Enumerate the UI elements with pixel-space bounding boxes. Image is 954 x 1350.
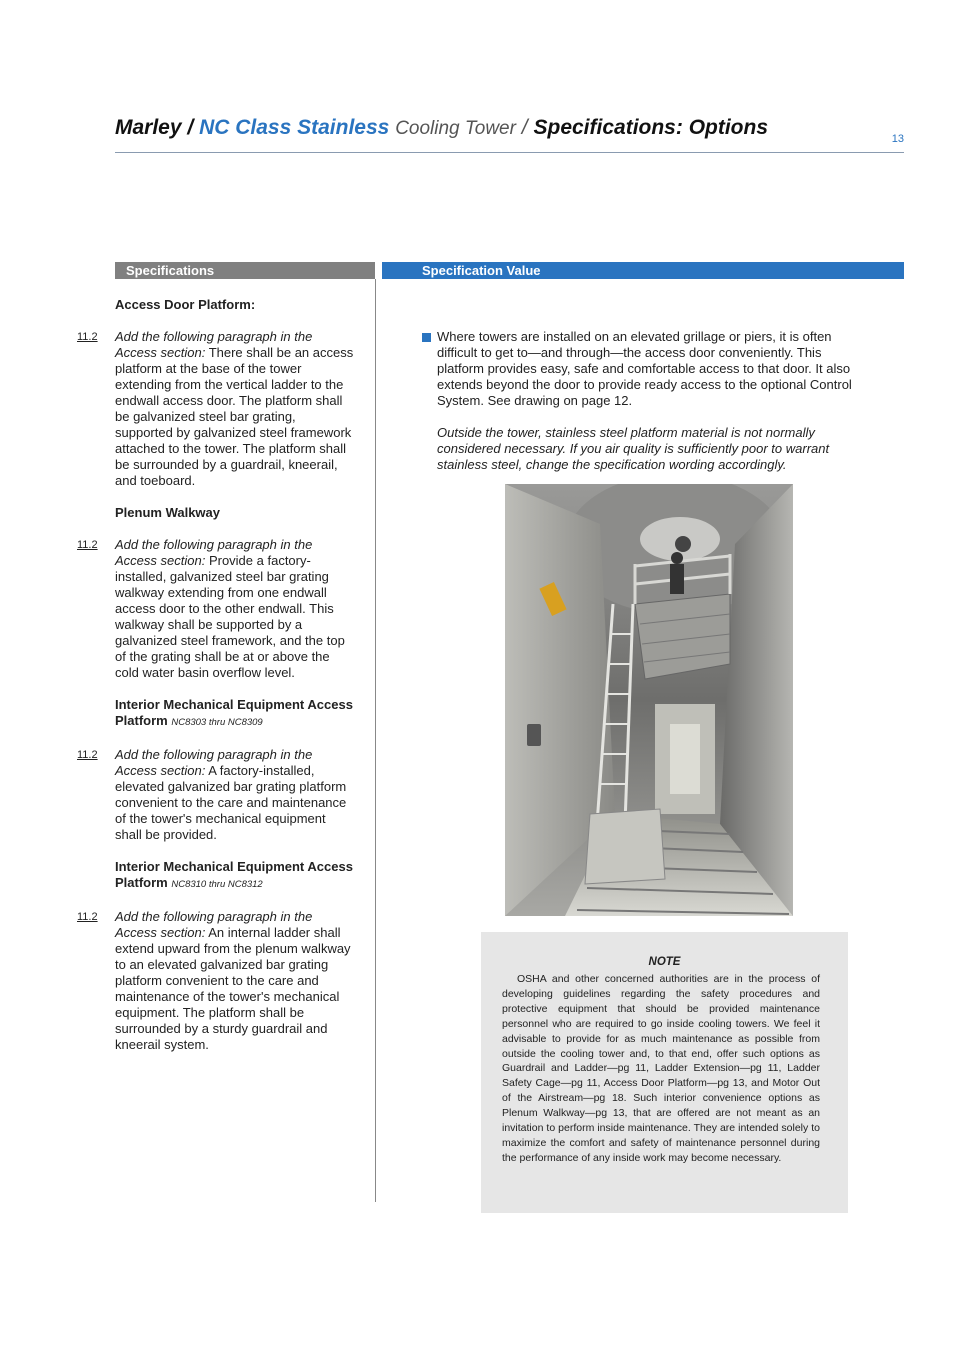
spec-number: 11.2	[77, 749, 98, 761]
spec-lead: Add the following paragraph in the Access section:	[115, 537, 313, 568]
specifications-column-header: Specifications	[115, 262, 375, 279]
section-title-text: Access Door Platform:	[115, 297, 256, 312]
specification-value-column	[422, 329, 867, 473]
note-body: OSHA and other concerned authorities are in the process of developing guidelines regarding the safety procedures and protective equipment that should be provided maintenance personnel who are required to go inside cooling towers. We feel it advisable to provide for as much maintenance as possible from outside the cooling tower and, to that end, offer such options as Guardrail and Ladder—pg 11, Ladder Extension—pg 11, Ladder Safety Cage—pg 11, Access Door Platform—pg 13, and Motor Out of the Airstream—pg 18. Such interior convenience options as Plenum Walkway—pg 13, that are offered are not meant as an invitation to perform inside maintenance. They are intended solely to maximize the comfort and safety of maintenance personnel during the performance of any inside work may become necessary.	[502, 973, 820, 1164]
spec-paragraph	[77, 329, 355, 489]
section-name: Specifications: Options	[533, 116, 769, 139]
specifications-column	[77, 297, 355, 1069]
spec-lead: Add the following paragraph in the Access section:	[115, 329, 313, 360]
spec-number: 11.2	[77, 331, 98, 343]
title-separator: /	[521, 116, 528, 139]
spec-number: 11.2	[77, 911, 98, 923]
product-name: NC Class Stainless	[199, 116, 390, 139]
section-title-text: Interior Mechanical Equipment Access Platform	[115, 697, 353, 728]
page-header	[115, 114, 904, 153]
spec-number: 11.2	[77, 539, 98, 551]
section-title	[115, 297, 355, 313]
spec-paragraph	[77, 909, 355, 1053]
spec-paragraph	[77, 747, 355, 843]
section-title	[115, 697, 355, 731]
section-title-text: Interior Mechanical Equipment Access Platform	[115, 859, 353, 890]
page-title	[115, 116, 768, 140]
section-title	[115, 505, 355, 521]
spec-lead: Add the following paragraph in the Access section:	[115, 747, 313, 778]
spec-body: Provide a factory-installed, galvanized steel bar grating walkway extending from one endwall access door to the other endwall. This walkway shall be supported by a galvanized steel framework, and the top of the grating shall be at or above the cold water basin overflow level.	[115, 553, 345, 680]
section-title-text: Plenum Walkway	[115, 505, 220, 520]
page-number: 13	[891, 133, 904, 145]
column-divider	[375, 279, 376, 1202]
value-paragraph: Where towers are installed on an elevated grillage or piers, it is often difficult to get to—and through—the access door conveniently. This platform provides easy, safe and comfortable access to that door. It also extends beyond the door to provide ready access to the optional Control System. See drawing on page 12.	[437, 329, 852, 408]
square-bullet-icon	[422, 333, 431, 342]
note-title: NOTE	[648, 956, 681, 968]
specification-value-column-header: Specification Value	[382, 262, 904, 279]
spec-paragraph	[77, 537, 355, 681]
spec-lead: Add the following paragraph in the Access section:	[115, 909, 313, 940]
product-type: Cooling Tower	[395, 118, 516, 139]
spec-body: A factory-installed, elevated galvanized bar grating platform convenient to the care and maintenance of the tower's mechanical equipment shall be provided.	[115, 763, 347, 842]
spec-body: An internal ladder shall extend upward from the plenum walkway to an elevated galvanized bar grating platform convenient to the care and maintenance of the tower's mechanical equipment. The platform shall be surrounded by a sturdy guardrail and kneerail system.	[115, 925, 351, 1052]
value-note-paragraph: Outside the tower, stainless steel platform material is not normally considered necessary. If you air quality is sufficiently poor to warrant stainless steel, change the specification wording accordingly.	[437, 425, 830, 472]
osha-note-box	[481, 932, 848, 1213]
tower-interior-photo	[505, 484, 793, 916]
section-title	[115, 859, 355, 893]
model-range: NC8303 thru NC8309	[171, 717, 263, 728]
brand-name: Marley	[115, 116, 182, 139]
model-range: NC8310 thru NC8312	[171, 879, 263, 890]
spec-body: There shall be an access platform at the base of the tower extending from the vertical ladder to the endwall access door. The platform shall be galvanized steel bar grating, supported by galvanized steel framework attached to the tower. The platform shall be surrounded by a guardrail, kneerail, and toeboard.	[115, 345, 354, 488]
title-separator: /	[187, 116, 194, 139]
